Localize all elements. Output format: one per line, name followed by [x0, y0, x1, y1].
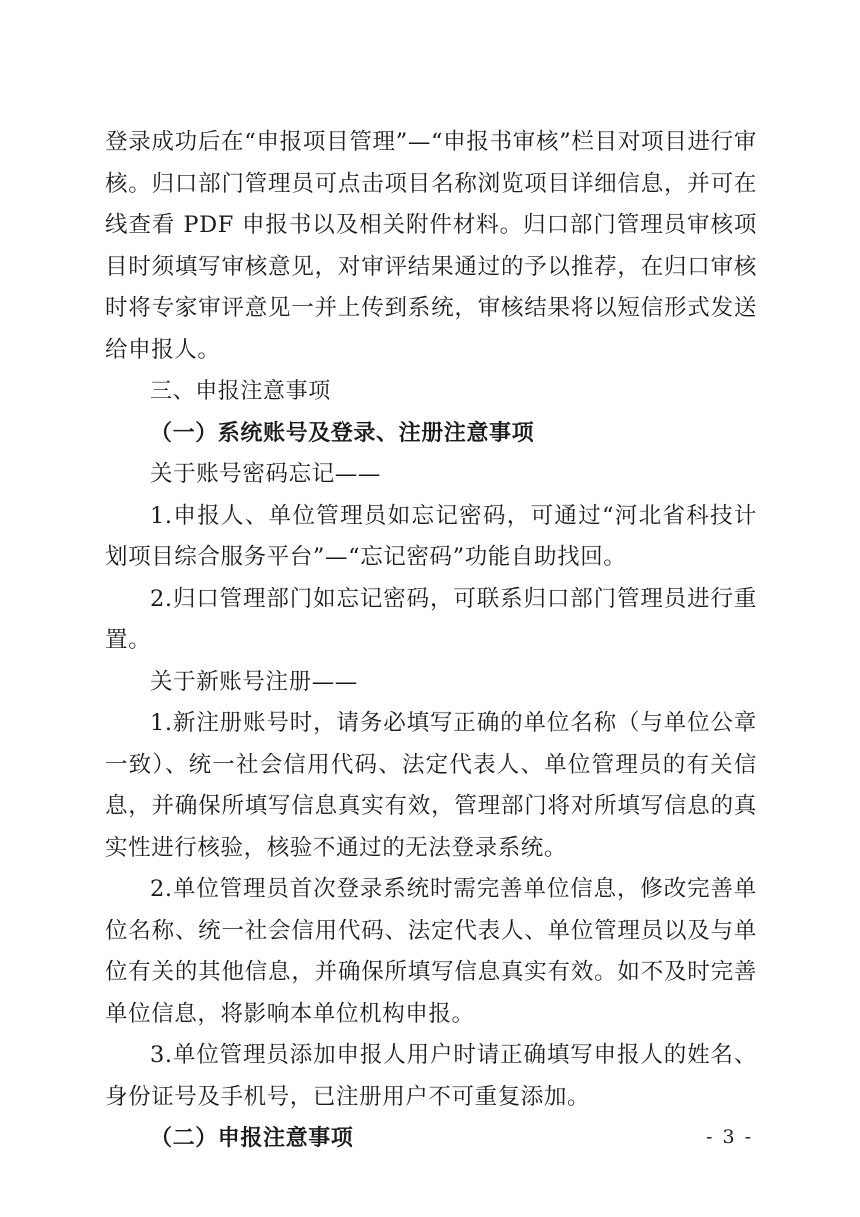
subsection-heading-application: （二）申报注意事项 — [150, 1125, 354, 1151]
paragraph-password-item-2: 2.归口管理部门如忘记密码，可联系归口部门管理员进行重置。 — [105, 585, 757, 653]
paragraph-register-title: 关于新账号注册—— — [150, 668, 358, 695]
paragraph-register-item-1: 1.新注册账号时，请务必填写正确的单位名称（与单位公章一致）、统一社会信用代码、法定代表人、单位管理员的有关信息，并确保所填写信息真实有效，管理部门将对所填写信息的真实性进行核验，核验不通过的无法登录系统。 — [105, 710, 757, 861]
paragraph-review-intro: 登录成功后在“申报项目管理”—“申报书审核”栏目对项目进行审核。归口部门管理员可点击项目名称浏览项目详细信息，并可在线查看 PDF 申报书以及相关附件材料。归口部门管理员审核项目时须填写审核意见，对审评结果通过的予以推荐，在归口审核时将专家审评意见一并上传到系统，审核结果将以短信形式发送给申报人。 — [105, 129, 757, 363]
paragraph-register-item-3: 3.单位管理员添加申报人用户时请正确填写申报人的姓名、身份证号及手机号，已注册用户不可重复添加。 — [105, 1042, 757, 1110]
paragraph-password-forgot-title: 关于账号密码忘记—— — [150, 461, 382, 487]
document-body — [105, 122, 757, 1160]
section-heading-notes: 三、申报注意事项 — [150, 379, 331, 404]
subsection-heading-account: （一）系统账号及登录、注册注意事项 — [150, 419, 535, 446]
paragraph-register-item-2: 2.单位管理员首次登录系统时需完善单位信息，修改完善单位名称、统一社会信用代码、法定代表人、单位管理员以及与单位有关的其他信息，并确保所填写信息真实有效。如不及时完善单位信息，将影响本单位机构申报。 — [105, 876, 757, 1027]
paragraph-password-item-1: 1.申报人、单位管理员如忘记密码，可通过“河北省科技计划项目综合服务平台”—“忘记密码”功能自助找回。 — [105, 502, 757, 570]
page-number: - 3 - — [706, 1126, 754, 1148]
